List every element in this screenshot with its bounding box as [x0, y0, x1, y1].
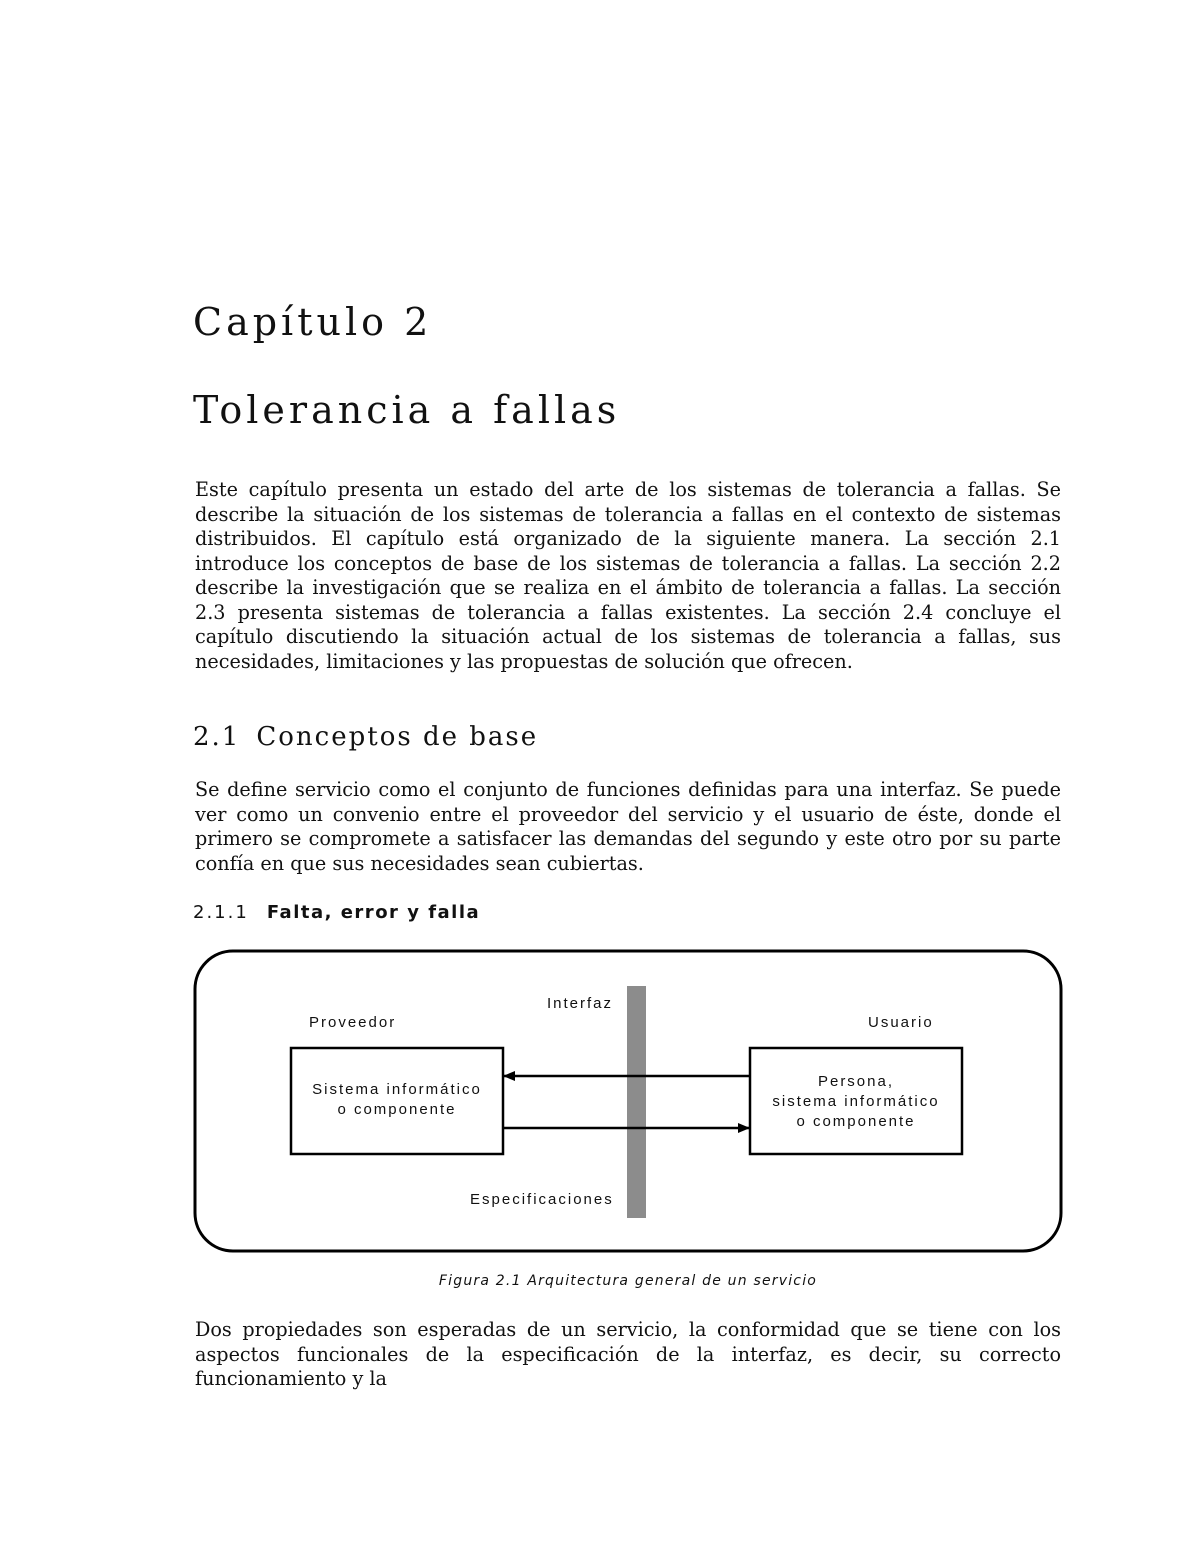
- provider-box-text: [291, 1080, 503, 1120]
- section-number: 2.1: [193, 722, 241, 752]
- chapter-title: Tolerancia a fallas: [193, 388, 621, 432]
- interface-bar: [627, 986, 646, 1218]
- user-box-line: Persona,: [817, 1073, 895, 1090]
- service-architecture-figure: [192, 948, 1064, 1256]
- specifications-label: Especificaciones: [470, 1191, 614, 1208]
- subsection-title: Falta, error y falla: [266, 902, 481, 923]
- user-box-text: [750, 1072, 962, 1132]
- section-title: Conceptos de base: [256, 722, 539, 752]
- interface-label: Interfaz: [547, 995, 614, 1012]
- user-box-line: sistema informático: [772, 1093, 940, 1110]
- definition-paragraph: Se define servicio como el conjunto de funciones definidas para una interfaz. Se puede ver como un convenio entre el proveedor del servicio y el usuario de éste, donde el primero se compromete a satisfacer las demandas del segundo y este otro por su parte confía en que sus necesidades sean cubiertas.: [195, 778, 1061, 875]
- intro-paragraph: Este capítulo presenta un estado del arte de los sistemas de tolerancia a fallas. Se describe la situación de los sistemas de tolerancia a fallas en el contexto de sistemas distribuidos. El capítulo está organizado de la siguiente manera. La sección 2.1 introduce los conceptos de base de los sistemas de tolerancia a fallas. La sección 2.2 describe la investigación que se realiza en el ámbito de tolerancia a fallas. La sección 2.3 presenta sistemas de tolerancia a fallas existentes. La sección 2.4 concluye el capítulo discutiendo la situación actual de los sistemas de tolerancia a fallas, sus necesidades, limitaciones y las propuestas de solución que ofrecen.: [195, 478, 1061, 673]
- closing-paragraph: Dos propiedades son esperadas de un servicio, la conformidad que se tiene con los aspectos funcionales de la especificación de la interfaz, es decir, su correcto funcionamiento y la: [195, 1318, 1061, 1390]
- subsection-heading: [193, 902, 480, 923]
- provider-box-line: Sistema informático: [312, 1081, 482, 1098]
- subsection-number: 2.1.1: [193, 902, 249, 923]
- provider-box-line: o componente: [337, 1101, 457, 1118]
- section-heading: [193, 722, 538, 752]
- chapter-label: Capítulo 2: [193, 300, 433, 344]
- provider-label: Proveedor: [309, 1014, 397, 1031]
- user-box-line: o componente: [796, 1113, 916, 1130]
- user-label: Usuario: [868, 1014, 934, 1031]
- figure-caption: Figura 2.1 Arquitectura general de un servicio: [438, 1273, 818, 1289]
